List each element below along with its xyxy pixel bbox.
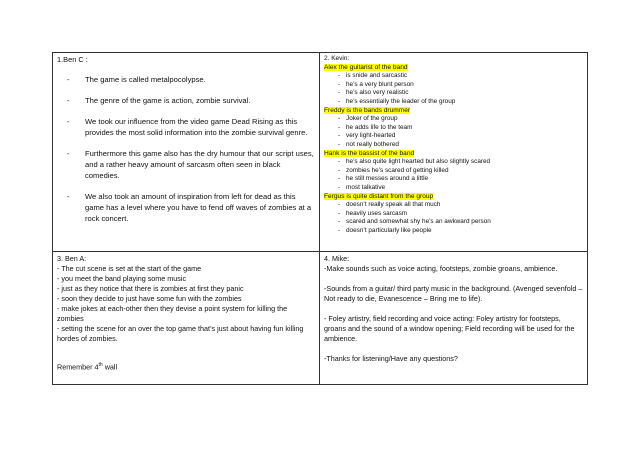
list-item: - Furthermore this game also has the dry humour that our script uses, and a rather heavy amount of sarcasm often seen in black comedies.	[67, 149, 314, 180]
list-item: - We also took an amount of inspiration from left for dead as this game has a level where you have to fend off waves of zombies at a rock concert.	[67, 192, 312, 223]
list-item: - he’s a very blunt person	[338, 80, 414, 88]
highlighted-label: Freddy is the bands drummer	[324, 106, 411, 114]
cell-ben-a	[53, 252, 319, 385]
list-item: - setting the scene for an over the top game that’s just about having fun killing hordes of zombies.	[57, 324, 304, 343]
cell-kevin	[320, 53, 588, 251]
highlighted-label: Hank is the bassist of the band	[324, 149, 415, 157]
cell-title: 4. Mike:	[324, 254, 350, 263]
list-item: -Thanks for listening/Have any questions?	[324, 354, 458, 363]
list-item: - doesn’t really speak all that much	[338, 201, 441, 209]
list-item: - he adds life to the team	[338, 123, 413, 131]
highlighted-label: Alex the guitarist of the band	[324, 63, 408, 71]
list-item: - he’s essentially the leader of the group	[338, 97, 456, 105]
list-item: - soon they decide to just have some fun with the zombies	[57, 294, 242, 303]
list-item: - The genre of the game is action, zombie survival.	[67, 96, 251, 105]
list-item: - he’s also very realistic	[338, 89, 409, 97]
highlighted-label: Fergus is quite distant from the group	[324, 192, 434, 200]
cell-title: 2. Kevin:	[324, 55, 350, 62]
list-item: - you meet the band playing some music	[57, 274, 187, 283]
list-item: - The cut scene is set at the start of the game	[57, 264, 202, 273]
member-heading	[324, 64, 584, 73]
cell-mike	[320, 252, 588, 385]
list-item: - heavily uses sarcasm	[338, 209, 408, 217]
member-heading	[324, 193, 584, 202]
cell-title: 3. Ben A:	[57, 254, 87, 263]
list-item: - scared and somewhat shy he’s an awkward person	[338, 218, 491, 226]
notes-table	[52, 52, 588, 385]
list-item: - most talkative	[338, 183, 386, 191]
list-item: - just as they notice that there is zombies at first they panic	[57, 284, 244, 293]
list-item: - Joker of the group	[338, 115, 398, 123]
list-item: - zombies he’s scared of getting killed	[338, 166, 449, 174]
list-item: - is snide and sarcastic	[338, 72, 408, 80]
member-heading	[324, 150, 584, 159]
list-item: - very light-hearted	[338, 132, 396, 140]
member-heading	[324, 107, 584, 116]
list-item: -Sounds from a guitar/ third party music in the background. (Avenged sevenfold – Not ready to die, Evanescence – Bring me to life).	[324, 284, 583, 303]
list-item: - The game is called metalpocolypse.	[67, 75, 206, 84]
list-item: - We took our influence from the video game Dead Rising as this provides the most solid information into the zombie survival genre.	[67, 117, 308, 137]
list-item: - he’s also quite light hearted but also slightly scared	[338, 158, 491, 166]
list-item: -Make sounds such as voice acting, footsteps, zombie groans, ambience.	[324, 264, 558, 273]
list-item: - he still messes around a little	[338, 175, 429, 183]
cell-title: 1.Ben C :	[57, 55, 88, 64]
list-item: - doesn’t particularly like people	[338, 226, 432, 234]
remember-note: Remember 4th wall	[57, 362, 118, 372]
cell-ben-c	[53, 53, 319, 251]
list-item: - Foley artistry, field recording and voice acting: Foley artistry for footsteps, groans and the sound of a window opening; Field recording will be used for the ambience.	[324, 314, 575, 343]
list-item: - make jokes at each-other then they devise a point system for killing the zombies	[57, 304, 288, 323]
list-item: - not really bothered	[338, 140, 399, 148]
